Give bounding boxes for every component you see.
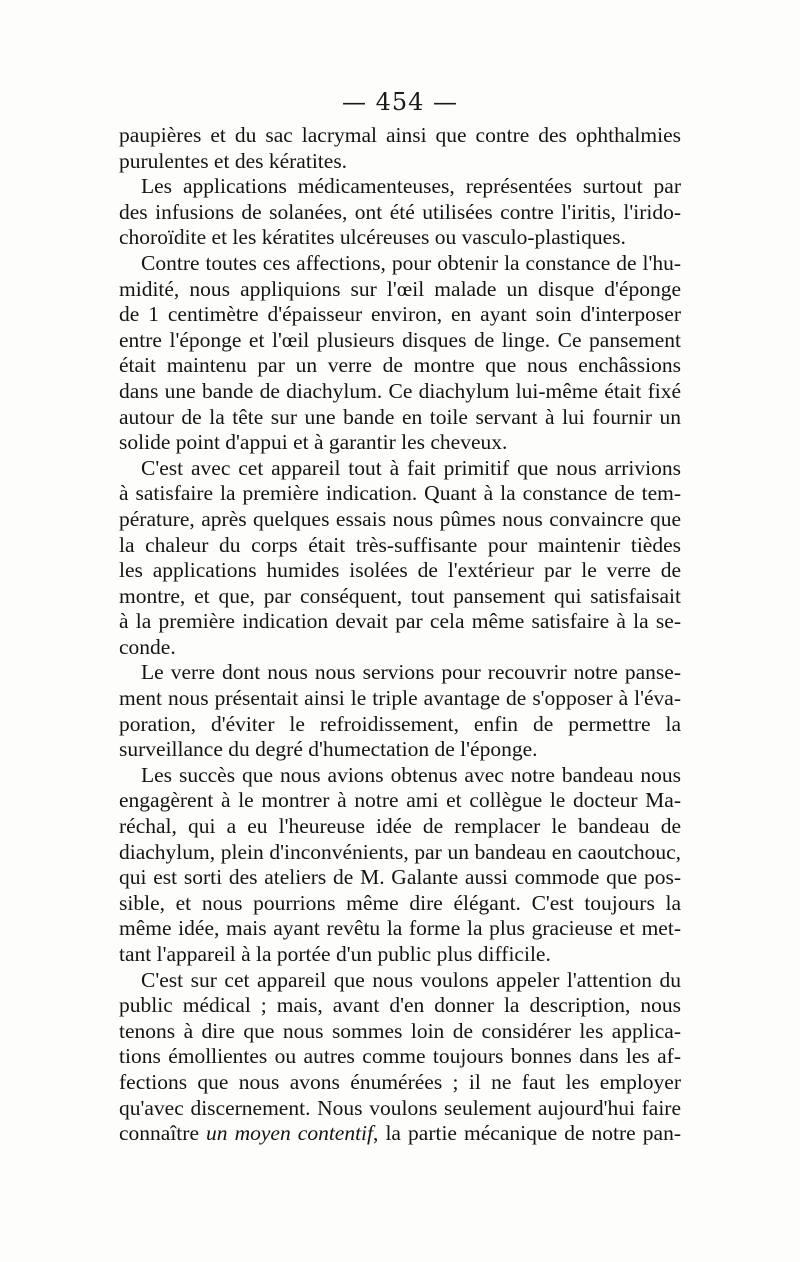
text-line: la chaleur du corps était très-suffisante pour maintenir tièdes <box>119 532 681 557</box>
text-line: les applications humides isolées de l'extérieur par le verre de <box>119 558 681 583</box>
text-line: des infusions de solanées, ont été utilisées contre l'iritis, l'irido- <box>119 199 681 224</box>
text-line: qu'avec discernement. Nous voulons seulement aujourd'hui faire <box>119 1095 681 1120</box>
text-line: Les succès que nous avions obtenus avec notre bandeau nous <box>141 762 681 787</box>
text-line: midité, nous appliquions sur l'œil malade un disque d'éponge <box>119 276 681 301</box>
final-line-emphasis: un moyen contentif <box>206 1121 374 1146</box>
text-line: ment nous présentait ainsi le triple avantage de s'opposer à l'éva- <box>119 686 681 711</box>
text-line: entre l'éponge et l'œil plusieurs disques de linge. Ce pansement <box>119 327 681 352</box>
text-line: dans une bande de diachylum. Ce diachylum lui-même était fixé <box>119 378 681 403</box>
text-line: était maintenu par un verre de montre que nous enchâssions <box>119 353 681 378</box>
text-line: tenons à dire que nous sommes loin de considérer les applica- <box>119 1018 681 1043</box>
text-line: réchal, qui a eu l'heureuse idée de remplacer le bandeau de <box>119 814 681 839</box>
text-line: diachylum, plein d'inconvénients, par un bandeau en caoutchouc, <box>119 839 681 864</box>
text-line: qui est sorti des ateliers de M. Galante aussi commode que pos- <box>119 865 681 890</box>
text-line: choroïdite et les kératites ulcéreuses ou vasculo-plastiques. <box>119 225 626 250</box>
text-line: à la première indication devait par cela même satisfaire à la se- <box>119 609 681 634</box>
text-line: Le verre dont nous nous servions pour recouvrir notre panse- <box>141 660 681 685</box>
text-line: fections que nous avons énumérées ; il ne faut les employer <box>119 1069 681 1094</box>
text-line-final <box>119 1121 681 1147</box>
page-number: — 454 — <box>341 88 459 116</box>
text-line: de 1 centimètre d'épaisseur environ, en ayant soin d'interposer <box>119 302 681 327</box>
text-line: engagèrent à le montrer à notre ami et collègue le docteur Ma- <box>119 788 681 813</box>
text-line: tant l'appareil à la portée d'un public plus difficile. <box>119 942 551 966</box>
text-line: paupières et du sac lacrymal ainsi que contre des ophthalmies <box>119 123 681 147</box>
text-line: conde. <box>119 634 176 659</box>
final-line-before: connaître <box>119 1121 207 1146</box>
text-line: C'est sur cet appareil que nous voulons appeler l'attention du <box>141 967 681 992</box>
text-line: sible, et nous pourrions même dire élégant. C'est toujours la <box>119 890 681 915</box>
text-line: montre, et que, par conséquent, tout pansement qui satisfaisait <box>119 583 681 608</box>
text-line: tions émollientes ou autres comme toujours bonnes dans les af- <box>119 1044 681 1069</box>
text-line: C'est avec cet appareil tout à fait primitif que nous arrivions <box>141 455 681 480</box>
body-text <box>119 123 681 1147</box>
text-line: public médical ; mais, avant d'en donner la description, nous <box>119 993 681 1018</box>
text-line: pérature, après quelques essais nous pûmes nous convaincre que <box>119 506 681 531</box>
text-line: autour de la tête sur une bande en toile servant à lui fournir un <box>119 404 681 429</box>
text-line: surveillance du degré d'humectation de l'éponge. <box>119 737 538 762</box>
text-line: purulentes et des kératites. <box>119 148 348 173</box>
text-line: Contre toutes ces affections, pour obtenir la constance de l'hu- <box>141 250 681 275</box>
text-line: solide point d'appui et à garantir les cheveux. <box>119 430 508 455</box>
text-line: à satisfaire la première indication. Quant à la constance de tem- <box>119 481 681 506</box>
text-line: Les applications médicamenteuses, représentées surtout par <box>141 174 681 199</box>
final-line-after: , la partie mécanique de notre pan- <box>373 1121 681 1146</box>
text-line: poration, d'éviter le refroidissement, enfin de permettre la <box>119 711 681 736</box>
text-line: même idée, mais ayant revêtu la forme la plus gracieuse et met- <box>119 916 681 941</box>
